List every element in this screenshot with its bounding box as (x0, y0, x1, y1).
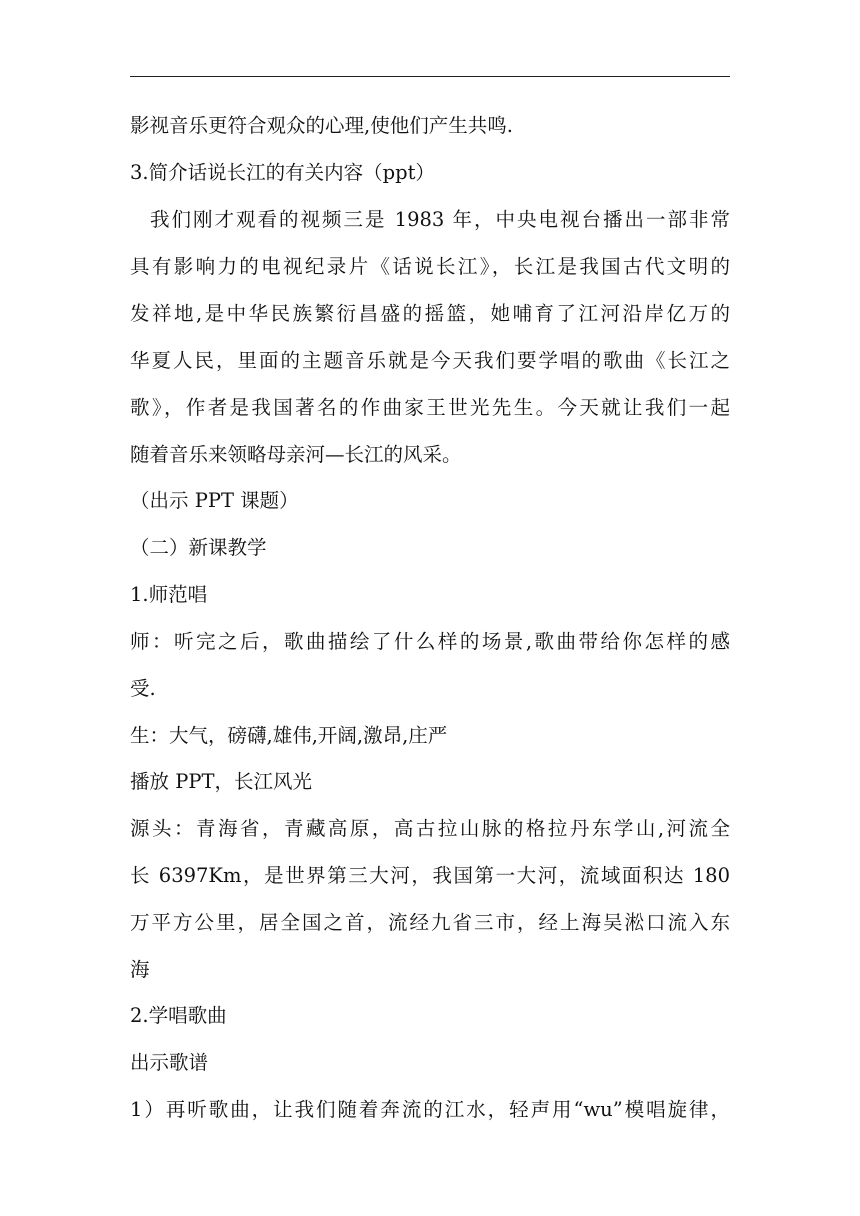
text-line: 歌》，作者是我国著名的作曲家王世光先生。今天就让我们一起 (130, 396, 730, 419)
text-line: 源头：青海省，青藏高原，高古拉山脉的格拉丹东学山,河流全 (130, 817, 730, 840)
text-line: （出示 PPT 课题） (130, 489, 299, 512)
section-heading: 1.师范唱 (130, 583, 208, 606)
text-line: 1）再听歌曲，让我们随着奔流的江水，轻声用“wu”模唱旋律， (130, 1098, 730, 1121)
text-line: 我们刚才观看的视频三是 1983 年，中央电视台播出一部非常 (150, 208, 730, 231)
text-line: 发祥地,是中华民族繁衍昌盛的摇篮，她哺育了江河沿岸亿万的 (130, 302, 730, 325)
section-heading: 2.学唱歌曲 (130, 1004, 227, 1027)
text-line: 具有影响力的电视纪录片《话说长江》，长江是我国古代文明的 (130, 255, 730, 278)
text-line: 海 (130, 958, 150, 981)
text-line: 万平方公里，居全国之首，流经九省三市，经上海吴淞口流入东 (130, 911, 730, 934)
text-line: 出示歌谱 (130, 1051, 209, 1074)
section-heading: （二）新课教学 (130, 536, 267, 559)
text-line: 影视音乐更符合观众的心理,使他们产生共鸣. (130, 114, 513, 137)
text-line: 生：大气，磅礴,雄伟,开阔,激昂,庄严 (130, 724, 448, 747)
text-line: 长 6397Km，是世界第三大河，我国第一大河，流域面积达 180 (130, 864, 730, 887)
text-line: 师：听完之后，歌曲描绘了什么样的场景,歌曲带给你怎样的感 (130, 630, 730, 653)
section-heading: 3.简介话说长江的有关内容（ppt） (130, 161, 435, 184)
text-line: 受. (130, 677, 156, 700)
text-line: 播放 PPT，长江风光 (130, 770, 312, 793)
text-line: 华夏人民，里面的主题音乐就是今天我们要学唱的歌曲《长江之 (130, 349, 730, 372)
text-line: 随着音乐来领略母亲河—长江的风采。 (130, 443, 462, 466)
